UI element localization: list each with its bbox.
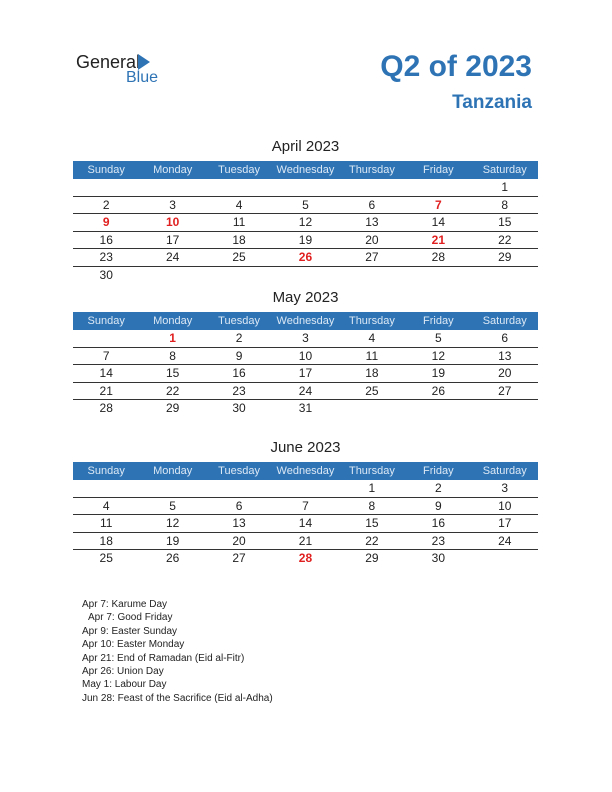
month-title: June 2023 <box>270 439 341 456</box>
week-row <box>73 480 538 498</box>
day-cell <box>206 480 272 497</box>
day-cell <box>73 330 139 347</box>
day-cell: 27 <box>232 551 246 565</box>
day-cell <box>405 179 471 196</box>
holiday-day-cell: 9 <box>102 215 110 229</box>
day-cell: 22 <box>498 232 512 247</box>
week-row <box>73 197 538 215</box>
day-cell: 5 <box>169 498 176 513</box>
week-row <box>73 249 538 267</box>
day-cell: 6 <box>368 197 376 212</box>
day-cell <box>472 550 538 568</box>
week-row <box>73 348 538 366</box>
day-cell: 8 <box>368 498 376 513</box>
country-name: Tanzania <box>452 92 532 113</box>
day-cell: 7 <box>102 348 110 363</box>
weekday-label: Wednesday <box>276 315 335 327</box>
day-cell: 17 <box>165 232 180 247</box>
weekday-label: Tuesday <box>218 315 260 327</box>
day-cell: 20 <box>498 366 512 380</box>
weekday-header <box>73 462 538 480</box>
day-cell: 19 <box>298 232 313 247</box>
day-cell: 28 <box>99 401 113 415</box>
day-cell: 11 <box>232 215 246 229</box>
weekday-label: Friday <box>423 315 454 327</box>
week-rows <box>73 330 538 418</box>
weekday-label: Sunday <box>87 164 125 176</box>
day-cell: 30 <box>232 401 246 415</box>
day-cell: 19 <box>165 533 180 548</box>
holiday-day-cell: 1 <box>169 331 176 345</box>
day-cell: 4 <box>102 498 110 513</box>
day-cell: 23 <box>431 533 445 548</box>
week-row <box>73 550 538 568</box>
day-cell <box>272 480 338 497</box>
day-cell: 24 <box>498 533 512 548</box>
weekday-label: Saturday <box>482 315 527 327</box>
day-cell: 4 <box>235 197 243 212</box>
week-row <box>73 383 538 401</box>
day-cell: 11 <box>99 516 113 530</box>
holiday-day-cell: 28 <box>298 551 313 565</box>
day-cell: 6 <box>235 498 243 513</box>
day-cell <box>272 267 338 285</box>
day-cell: 15 <box>165 366 180 380</box>
weekday-label: Thursday <box>348 465 395 477</box>
weekday-label: Wednesday <box>276 164 335 176</box>
week-row <box>73 515 538 533</box>
day-cell: 22 <box>165 383 180 398</box>
day-cell: 16 <box>232 366 246 380</box>
day-cell <box>139 179 205 196</box>
day-cell: 20 <box>365 232 379 247</box>
holiday-entry: Apr 26: Union Day <box>82 665 164 677</box>
day-cell: 12 <box>165 516 180 530</box>
weekday-label: Thursday <box>348 315 395 327</box>
day-cell: 20 <box>232 533 246 548</box>
day-cell <box>73 179 139 196</box>
weekday-header <box>73 161 538 179</box>
holiday-entry: Apr 9: Easter Sunday <box>82 625 178 637</box>
holiday-list <box>82 598 273 705</box>
holiday-entry: May 1: Labour Day <box>82 679 167 691</box>
day-cell <box>339 400 405 418</box>
day-cell: 10 <box>298 348 313 363</box>
day-cell: 22 <box>365 533 379 548</box>
day-cell: 26 <box>165 551 180 565</box>
holiday-day-cell: 26 <box>298 250 313 264</box>
week-row <box>73 214 538 232</box>
day-cell: 26 <box>431 383 445 398</box>
week-row <box>73 365 538 383</box>
day-cell: 14 <box>431 215 445 229</box>
day-cell <box>73 480 139 497</box>
day-cell: 18 <box>365 366 379 380</box>
day-cell: 29 <box>365 551 379 565</box>
weekday-label: Monday <box>153 465 193 477</box>
day-cell: 3 <box>302 331 309 345</box>
week-row <box>73 232 538 250</box>
day-cell: 19 <box>431 366 445 380</box>
day-cell: 9 <box>434 498 442 513</box>
day-cell: 16 <box>99 232 113 247</box>
holiday-day-cell: 21 <box>431 232 445 247</box>
holiday-entry: Apr 21: End of Ramadan (Eid al-Fitr) <box>82 652 245 664</box>
day-cell: 3 <box>169 197 176 212</box>
day-cell: 23 <box>232 383 246 398</box>
weekday-label: Friday <box>423 164 454 176</box>
day-cell: 30 <box>431 551 445 565</box>
day-cell: 10 <box>498 498 512 513</box>
day-cell: 4 <box>368 331 376 345</box>
week-rows <box>73 179 538 284</box>
day-cell: 17 <box>498 516 512 530</box>
day-cell: 11 <box>365 348 379 363</box>
week-rows <box>73 480 538 568</box>
day-cell <box>472 267 538 285</box>
weekday-label: Saturday <box>482 164 527 176</box>
holiday-entry: Apr 7: Karume Day <box>82 599 168 610</box>
week-row <box>73 533 538 551</box>
day-cell: 24 <box>298 383 313 398</box>
weekday-label: Monday <box>153 315 193 327</box>
holiday-day-cell: 7 <box>434 197 442 212</box>
day-cell: 18 <box>232 232 246 247</box>
week-row <box>73 498 538 516</box>
day-cell: 13 <box>498 348 512 363</box>
day-cell: 2 <box>434 481 442 495</box>
weekday-header <box>73 312 538 330</box>
day-cell: 8 <box>501 197 509 212</box>
day-cell <box>272 179 338 196</box>
day-cell: 27 <box>365 250 379 264</box>
day-cell: 21 <box>298 533 313 548</box>
logo-general-text: General <box>76 52 141 72</box>
day-cell: 14 <box>298 516 313 530</box>
day-cell: 15 <box>365 516 379 530</box>
day-cell: 17 <box>298 366 313 380</box>
week-row <box>73 267 538 285</box>
day-cell: 13 <box>365 215 379 229</box>
day-cell: 16 <box>431 516 445 530</box>
day-cell: 12 <box>431 348 445 363</box>
day-cell: 7 <box>302 498 309 513</box>
month-title: April 2023 <box>271 138 340 155</box>
holiday-entry: Apr 10: Easter Monday <box>82 639 185 651</box>
day-cell: 27 <box>498 383 512 398</box>
weekday-label: Thursday <box>348 164 395 176</box>
day-cell <box>339 179 405 196</box>
day-cell <box>206 179 272 196</box>
day-cell: 5 <box>302 197 309 212</box>
day-cell: 29 <box>498 250 512 264</box>
day-cell: 6 <box>501 331 509 345</box>
quarter-title: Q2 of 2023 <box>380 50 532 83</box>
day-cell <box>405 400 471 418</box>
day-cell: 9 <box>235 348 243 363</box>
day-cell: 25 <box>99 551 113 565</box>
week-row <box>73 330 538 348</box>
day-cell: 21 <box>99 383 113 398</box>
logo-blue-text: Blue <box>126 69 159 86</box>
holiday-day-cell: 10 <box>165 215 180 229</box>
day-cell: 5 <box>434 331 442 345</box>
weekday-label: Sunday <box>87 465 125 477</box>
day-cell: 13 <box>232 516 246 530</box>
day-cell: 23 <box>99 250 113 264</box>
day-cell: 2 <box>102 197 110 212</box>
day-cell: 15 <box>498 215 512 229</box>
day-cell <box>339 267 405 285</box>
day-cell: 25 <box>232 250 246 264</box>
day-cell: 31 <box>298 401 313 415</box>
day-cell: 25 <box>365 383 379 398</box>
holiday-entry: Apr 7: Good Friday <box>88 612 173 624</box>
weekday-label: Saturday <box>482 465 527 477</box>
weekday-label: Tuesday <box>218 465 260 477</box>
day-cell: 12 <box>298 215 313 229</box>
month-title: May 2023 <box>272 289 339 306</box>
day-cell: 2 <box>235 331 243 345</box>
day-cell: 1 <box>368 481 376 495</box>
weekday-label: Wednesday <box>276 465 335 477</box>
day-cell: 18 <box>99 533 113 548</box>
weekday-label: Sunday <box>87 315 125 327</box>
weekday-label: Tuesday <box>218 164 260 176</box>
day-cell: 30 <box>99 267 113 282</box>
weekday-label: Monday <box>153 164 193 176</box>
weekday-label: Friday <box>423 465 454 477</box>
week-row <box>73 400 538 418</box>
day-cell <box>139 480 205 497</box>
day-cell <box>139 267 205 285</box>
day-cell: 8 <box>169 348 176 363</box>
day-cell: 1 <box>501 180 509 194</box>
day-cell: 24 <box>165 250 180 264</box>
day-cell: 28 <box>431 250 445 264</box>
day-cell <box>206 267 272 285</box>
day-cell <box>405 267 471 285</box>
day-cell <box>472 400 538 418</box>
holiday-entry: Jun 28: Feast of the Sacrifice (Eid al-Adha) <box>82 692 273 704</box>
week-row <box>73 179 538 197</box>
day-cell: 3 <box>501 481 509 495</box>
logo-triangle-icon <box>138 54 150 70</box>
day-cell: 29 <box>165 401 180 415</box>
day-cell: 14 <box>99 366 113 380</box>
